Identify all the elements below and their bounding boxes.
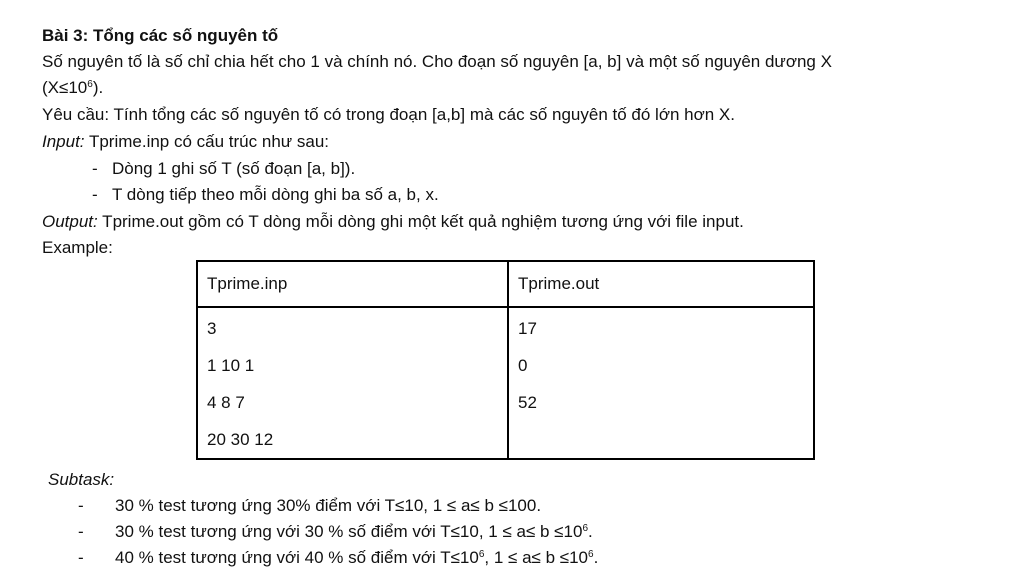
output-label: Output: [42,212,98,231]
inp-line-1: 3 [207,319,217,338]
out-cell [508,307,814,459]
output-line: Output: Tprime.out gồm có T dòng mỗi dòng ghi một kết quả nghiệm tương ứng với file input. [42,212,744,231]
input-item-2: - T dòng tiếp theo mỗi dòng ghi ba số a, b, x. [92,185,439,204]
input-item-1: - Dòng 1 ghi số T (số đoạn [a, b]). [92,159,356,178]
inp-line-2: 1 10 1 [207,356,255,375]
table-row [197,307,814,459]
subtask-item-2: - 30 % test tương ứng với 30 % số điểm với T≤10, $1 \le a\le b \le 10^6$. [78,522,593,541]
subtask-item-1: - 30 % test tương ứng 30% điểm với T≤10, 1 ≤ a≤ b ≤100. [78,496,542,515]
table-header-row [197,261,814,307]
input-line: Input: Tprime.inp có cấu trúc như sau: [42,132,330,151]
input-label: Input: [42,132,85,151]
description-line-2: $(X\le 10^6)$. [42,78,104,97]
requirement-line: Yêu cầu: Tính tổng các số nguyên tố có trong đoạn [a,b] mà các số nguyên tố đó lớn hơn X. [42,105,735,124]
problem-title: Bài 3: Tổng các số nguyên tố [42,26,279,45]
inp-line-4: 20 30 12 [207,430,274,449]
example-table [196,260,815,460]
inp-cell [197,307,508,459]
header-out: Tprime.out [508,261,814,307]
out-line-3: 52 [518,393,537,412]
description-line-1: Số nguyên tố là số chỉ chia hết cho 1 và chính nó. Cho đoạn số nguyên [a, b] và một số nguyên dương X [42,52,832,71]
subtask-label: Subtask: [48,470,115,489]
example-label: Example: [42,238,113,257]
inp-line-3: 4 8 7 [207,393,245,412]
header-inp: Tprime.inp [197,261,508,307]
out-line-1: 17 [518,319,537,338]
subtask-item-3: - 40 % test tương ứng với 40 % số điểm với $T\le 10^6$, $1 \le a\le b \le 10^6$. [78,548,599,567]
out-line-2: 0 [518,356,528,375]
